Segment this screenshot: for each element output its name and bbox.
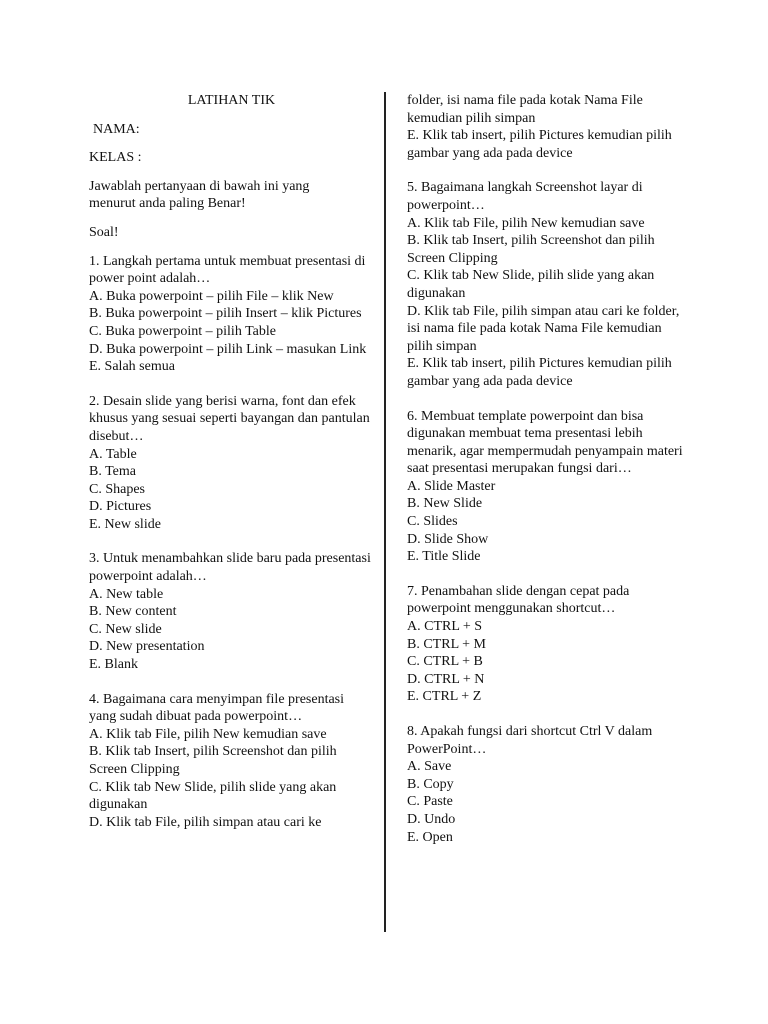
option-d: D. Klik tab File, pilih simpan atau cari ke folder, isi nama file pada kotak Nama File kemudian pilih simpan <box>407 303 680 354</box>
soal-heading: Soal! <box>89 224 119 240</box>
document-title: LATIHAN TIK <box>187 93 276 108</box>
option-a: A. Table <box>89 446 137 462</box>
question-2 <box>89 393 374 534</box>
option-c: C. CTRL + B <box>407 654 483 670</box>
question-stem: 4. Bagaimana cara menyimpan file presentasi yang sudah dibuat pada powerpoint… <box>89 691 345 725</box>
option-e: E. Salah semua <box>89 359 175 375</box>
question-5 <box>407 179 687 390</box>
nama-field-label: NAMA: <box>93 121 140 137</box>
option-a: A. Buka powerpoint – pilih File – klik New <box>89 288 334 304</box>
question-4 <box>89 691 374 832</box>
option-b: B. New content <box>89 604 177 620</box>
option-d: D. CTRL + N <box>407 671 485 687</box>
option-c: C. Buka powerpoint – pilih Table <box>89 323 276 339</box>
option-d: D. Pictures <box>89 499 152 515</box>
option-e: E. CTRL + Z <box>407 689 482 705</box>
question-stem: 6. Membuat template powerpoint dan bisa digunakan membuat tema presentasi lebih menarik, agar mempermudah penyampain materi saat presentasi merupakan fungsi dari… <box>407 408 683 477</box>
question-stem: 5. Bagaimana langkah Screenshot layar di powerpoint… <box>407 180 643 213</box>
question-3 <box>89 550 374 673</box>
option-a: A. New table <box>89 586 164 602</box>
option-b: B. Buka powerpoint – pilih Insert – klik Pictures <box>89 306 362 322</box>
option-d: D. Slide Show <box>407 531 489 547</box>
option-a: A. Slide Master <box>407 478 496 494</box>
option-e: E. Open <box>407 829 453 845</box>
question-6 <box>407 408 687 566</box>
option-a: A. Klik tab File, pilih New kemudian save <box>407 215 645 231</box>
option-b: B. New Slide <box>407 496 483 512</box>
option-c: C. Paste <box>407 794 453 810</box>
option-b: B. Tema <box>89 464 136 480</box>
option-c: C. New slide <box>89 621 162 637</box>
option-e: E. Klik tab insert, pilih Pictures kemudian pilih gambar yang ada pada device <box>407 128 672 161</box>
question-7 <box>407 583 687 706</box>
option-d: D. Buka powerpoint – pilih Link – masukan Link <box>89 341 367 357</box>
question-stem: 8. Apakah fungsi dari shortcut Ctrl V dalam PowerPoint… <box>407 724 653 757</box>
option-e: E. Klik tab insert, pilih Pictures kemudian pilih gambar yang ada pada device <box>407 356 672 389</box>
option-b: B. Copy <box>407 776 454 792</box>
option-d: D. Klik tab File, pilih simpan atau cari ke <box>89 814 322 830</box>
option-b: B. Klik tab Insert, pilih Screenshot dan pilih Screen Clipping <box>407 233 655 266</box>
option-c: C. Klik tab New Slide, pilih slide yang akan digunakan <box>407 268 655 301</box>
question-stem: 3. Untuk menambahkan slide baru pada presentasi powerpoint adalah… <box>89 551 371 585</box>
option-a: A. CTRL + S <box>407 619 483 635</box>
option-d: D. Undo <box>407 811 456 827</box>
option-b: B. Klik tab Insert, pilih Screenshot dan pilih Screen Clipping <box>89 744 337 777</box>
kelas-field-label: KELAS : <box>89 150 142 166</box>
option-c: C. Klik tab New Slide, pilih slide yang akan digunakan <box>89 779 337 813</box>
option-e: E. Title Slide <box>407 549 481 565</box>
option-c: C. Slides <box>407 514 458 530</box>
question-4-continuation <box>407 92 687 162</box>
question-stem: 7. Penambahan slide dengan cepat pada powerpoint menggunakan shortcut… <box>407 583 630 617</box>
left-column <box>89 92 374 848</box>
column-divider <box>384 92 386 932</box>
right-column <box>407 92 687 863</box>
option-d: D. New presentation <box>89 639 205 655</box>
question-8 <box>407 723 687 846</box>
question-stem: 2. Desain slide yang berisi warna, font dan efek khusus yang sesuai seperti bayangan dan pantulan disebut… <box>89 393 370 444</box>
option-b: B. CTRL + M <box>407 636 486 652</box>
question-1 <box>89 253 374 376</box>
option-e: E. Blank <box>89 657 138 673</box>
option-a: A. Save <box>407 759 452 775</box>
option-c: C. Shapes <box>89 481 145 497</box>
question-stem: 1. Langkah pertama untuk membuat presentasi di power point adalah… <box>89 253 366 287</box>
option-a: A. Klik tab File, pilih New kemudian save <box>89 726 327 742</box>
instruction-text: Jawablah pertanyaan di bawah ini yang menurut anda paling Benar! <box>89 178 310 212</box>
option-d-continued: folder, isi nama file pada kotak Nama File kemudian pilih simpan <box>407 93 643 126</box>
option-e: E. New slide <box>89 516 161 532</box>
